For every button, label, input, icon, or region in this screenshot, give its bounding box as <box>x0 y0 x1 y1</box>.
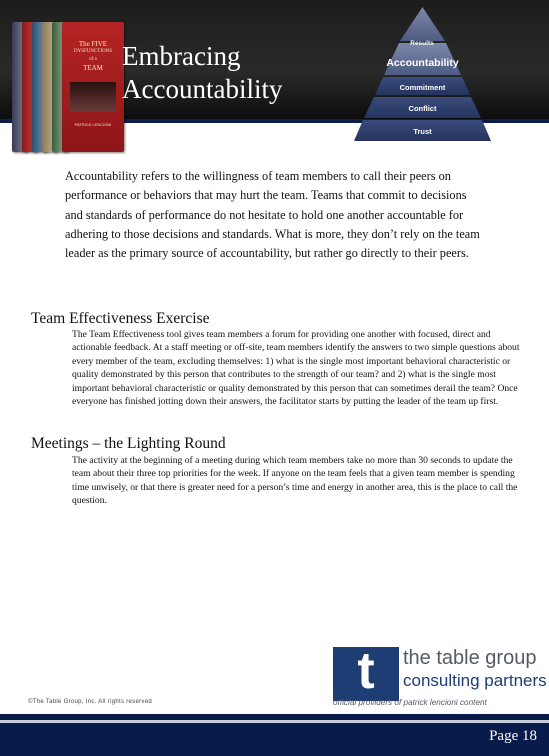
copyright-notice: ©The Table Group, Inc. All rights reserved <box>28 699 152 705</box>
book-cover: The FIVE DYSFUNCTIONS of a TEAM PATRICK LENCIONI <box>62 22 124 152</box>
pyramid-label-conflict: Conflict <box>408 104 437 113</box>
intro-paragraph: Accountability refers to the willingness of team members to call their peers on performance or behaviors that may hurt the team. Teams that commit to decisions and standards of performance do not hesitate to hold one another accountable for adhering to those decisions and standards. What is more, they don’t rely on the team leader as the primary source of accountability, but rather go directly to their peers. <box>65 169 480 261</box>
pyramid-label-commitment: Commitment <box>399 83 446 92</box>
section-title-team-effectiveness: Team Effectiveness Exercise <box>31 310 210 327</box>
pyramid-level-results <box>400 7 445 41</box>
page-number: Page 18 <box>489 728 537 744</box>
logo-mark: t <box>333 647 399 701</box>
section-title-lighting-round: Meetings – the Lighting Round <box>31 435 226 452</box>
section-body-team-effectiveness: The Team Effectiveness tool gives team members a forum for providing one another with focused, direct and actionable feedback. At a staff meeting or off-site, team members identify the answers to two simple questions about every member of the team, excluding themselves: 1) what is the single most important behavioral characteristic or quality demonstrated by this person that contributes to the strength of our team? and 2) what is the single most important behavioral characteristic or quality demonstrated by this person that can sometimes derail the team? Once everyone has finished jotting down their answers, the facilitator starts by putting the leader of the team up first. <box>72 329 520 408</box>
book-stack-image <box>12 22 122 157</box>
section-body-lighting-round: The activity at the beginning of a meeting during which team members take no more than 30 seconds to update the team about their three top priorities for the week. If anyone on the team feels that a given team member is spending time unwisely, or that there is greater need for a person’s time and energy in another area, this is the place to call the question. <box>72 455 518 507</box>
pyramid-label-trust: Trust <box>413 127 432 136</box>
pyramid-label-results: Results <box>410 40 434 47</box>
dysfunctions-pyramid <box>340 7 505 143</box>
pyramid-label-accountability: Accountability <box>386 57 459 69</box>
table-group-logo: t the table group consulting partners official providers of patrick lencioni content <box>333 642 547 707</box>
book-cover-photo <box>70 82 116 112</box>
page-title: Embracing Accountability <box>122 41 283 104</box>
